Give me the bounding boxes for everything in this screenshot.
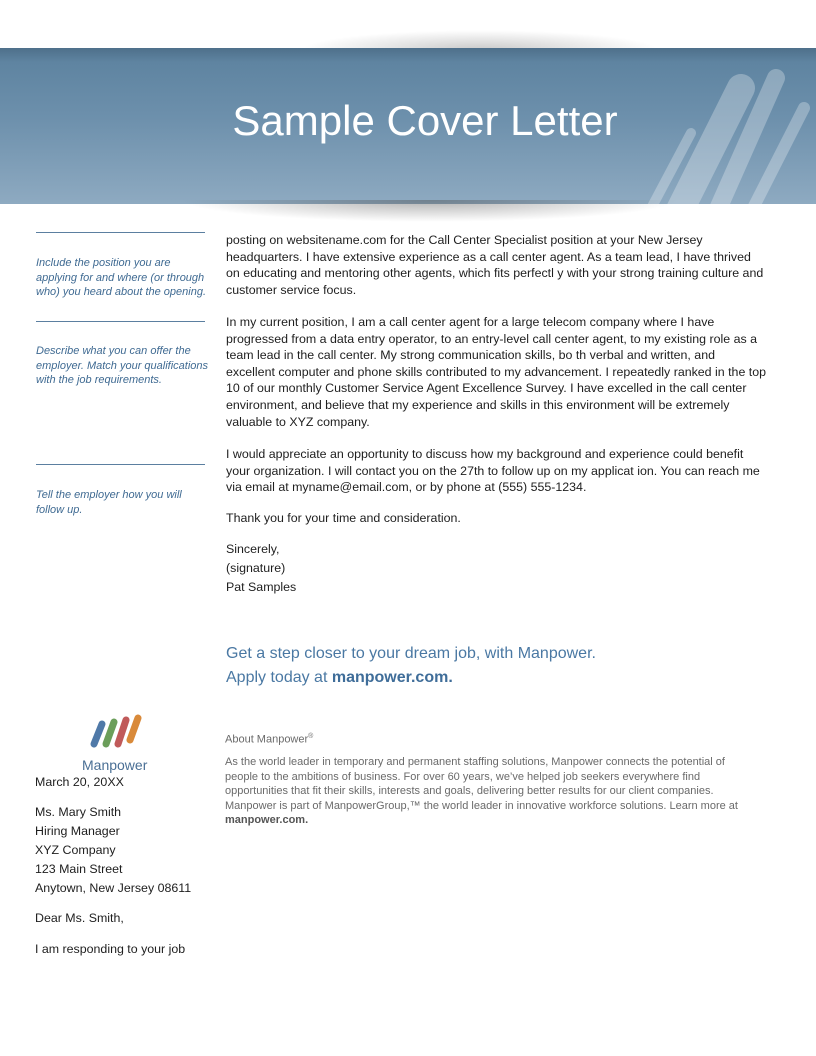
about-heading [225, 733, 313, 746]
tip-offer: Describe what you can offer the employer. Match your qualifications with the job requirements. [36, 345, 209, 386]
closing: Sincerely, [226, 542, 280, 556]
about-body-text: As the world leader in temporary and permanent staffing solutions, Manpower connects the potential of people to the ambitions of business. For over 60 years, we’ve helped job seekers everywhere find opportunities that fit their skills, interests and goals, delivering better results for our client companies. Manpower is part of ManpowerGroup,™ the world leader in innovative workforce solutions. Learn more at [225, 756, 738, 812]
signature: (signature) [226, 561, 286, 575]
letter-opening: I am responding to your job [35, 942, 186, 956]
manpower-logo-text: Manpower [82, 757, 148, 773]
recipient-street: 123 Main Street [35, 862, 123, 876]
recipient-title: Hiring Manager [35, 824, 120, 838]
letter-body [226, 232, 766, 298]
page-title: Sample Cover Letter [232, 97, 618, 144]
paragraph-3: I would appreciate an opportunity to discuss how my background and experience could benefit your organization. I will contact you on the 27th to follow up on my applicat ion. You can reach me via email at myname@email.com, or by phone at (555) 555-1234. [226, 447, 760, 495]
cta-prefix: Apply today at [226, 669, 332, 686]
paragraph-2: In my current position, I am a call center agent for a large telecom company where I have progressed from a data entry operator, to an entry-level call center agent, to my existing role as a team lead in the call center. My strong communication skills, bo th verbal and written, and excellent computer and phone skills contributed to my advancement. I repeatedly ranked in the top 10 of our monthly Customer Service Agent Excellence Survey. I have excelled in the call center environment, and believe that my experience and skills in this environment will be extremely valuable to XYZ company. [226, 315, 766, 429]
letter-body [226, 314, 766, 430]
header-bottom-shadow [180, 200, 680, 222]
paragraph-1: posting on websitename.com for the Call Center Specialist position at your New Jersey headquarters. I have extensive experience as a call center agent. As a team lead, I have thrived on educating and mentoring other agents, which fits perfectl y with your strong training culture and customer service focus. [226, 233, 764, 297]
about-heading-text: About Manpower [225, 733, 309, 746]
letter-body [226, 446, 766, 496]
registered-mark: ® [308, 733, 314, 740]
thanks-line: Thank you for your time and consideration. [226, 511, 461, 525]
header-top-shadow [300, 30, 660, 50]
recipient-company: XYZ Company [35, 843, 116, 857]
letter-body [226, 510, 766, 527]
letter-date: March 20, 20XX [35, 775, 124, 789]
about-body [225, 755, 745, 828]
recipient-city: Anytown, New Jersey 08611 [35, 881, 192, 895]
tip-divider [36, 321, 205, 322]
tip-divider [36, 464, 205, 465]
cta-line-2 [226, 666, 453, 690]
sender-name: Pat Samples [226, 580, 297, 594]
recipient-name: Ms. Mary Smith [35, 805, 122, 819]
tip-divider [36, 232, 205, 233]
letter-greeting: Dear Ms. Smith, [35, 911, 124, 925]
header-banner [0, 48, 816, 204]
cta-line-1: Get a step closer to your dream job, with Manpower. [226, 645, 596, 662]
cta-link[interactable]: manpower.com. [331, 669, 453, 686]
tip-follow-up: Tell the employer how you will follow up. [36, 489, 182, 516]
about-link[interactable]: manpower.com. [225, 814, 309, 826]
letter-closing [226, 540, 766, 597]
tip-position: Include the position you are applying for and where (or through who) you heard about the opening. [36, 257, 207, 298]
